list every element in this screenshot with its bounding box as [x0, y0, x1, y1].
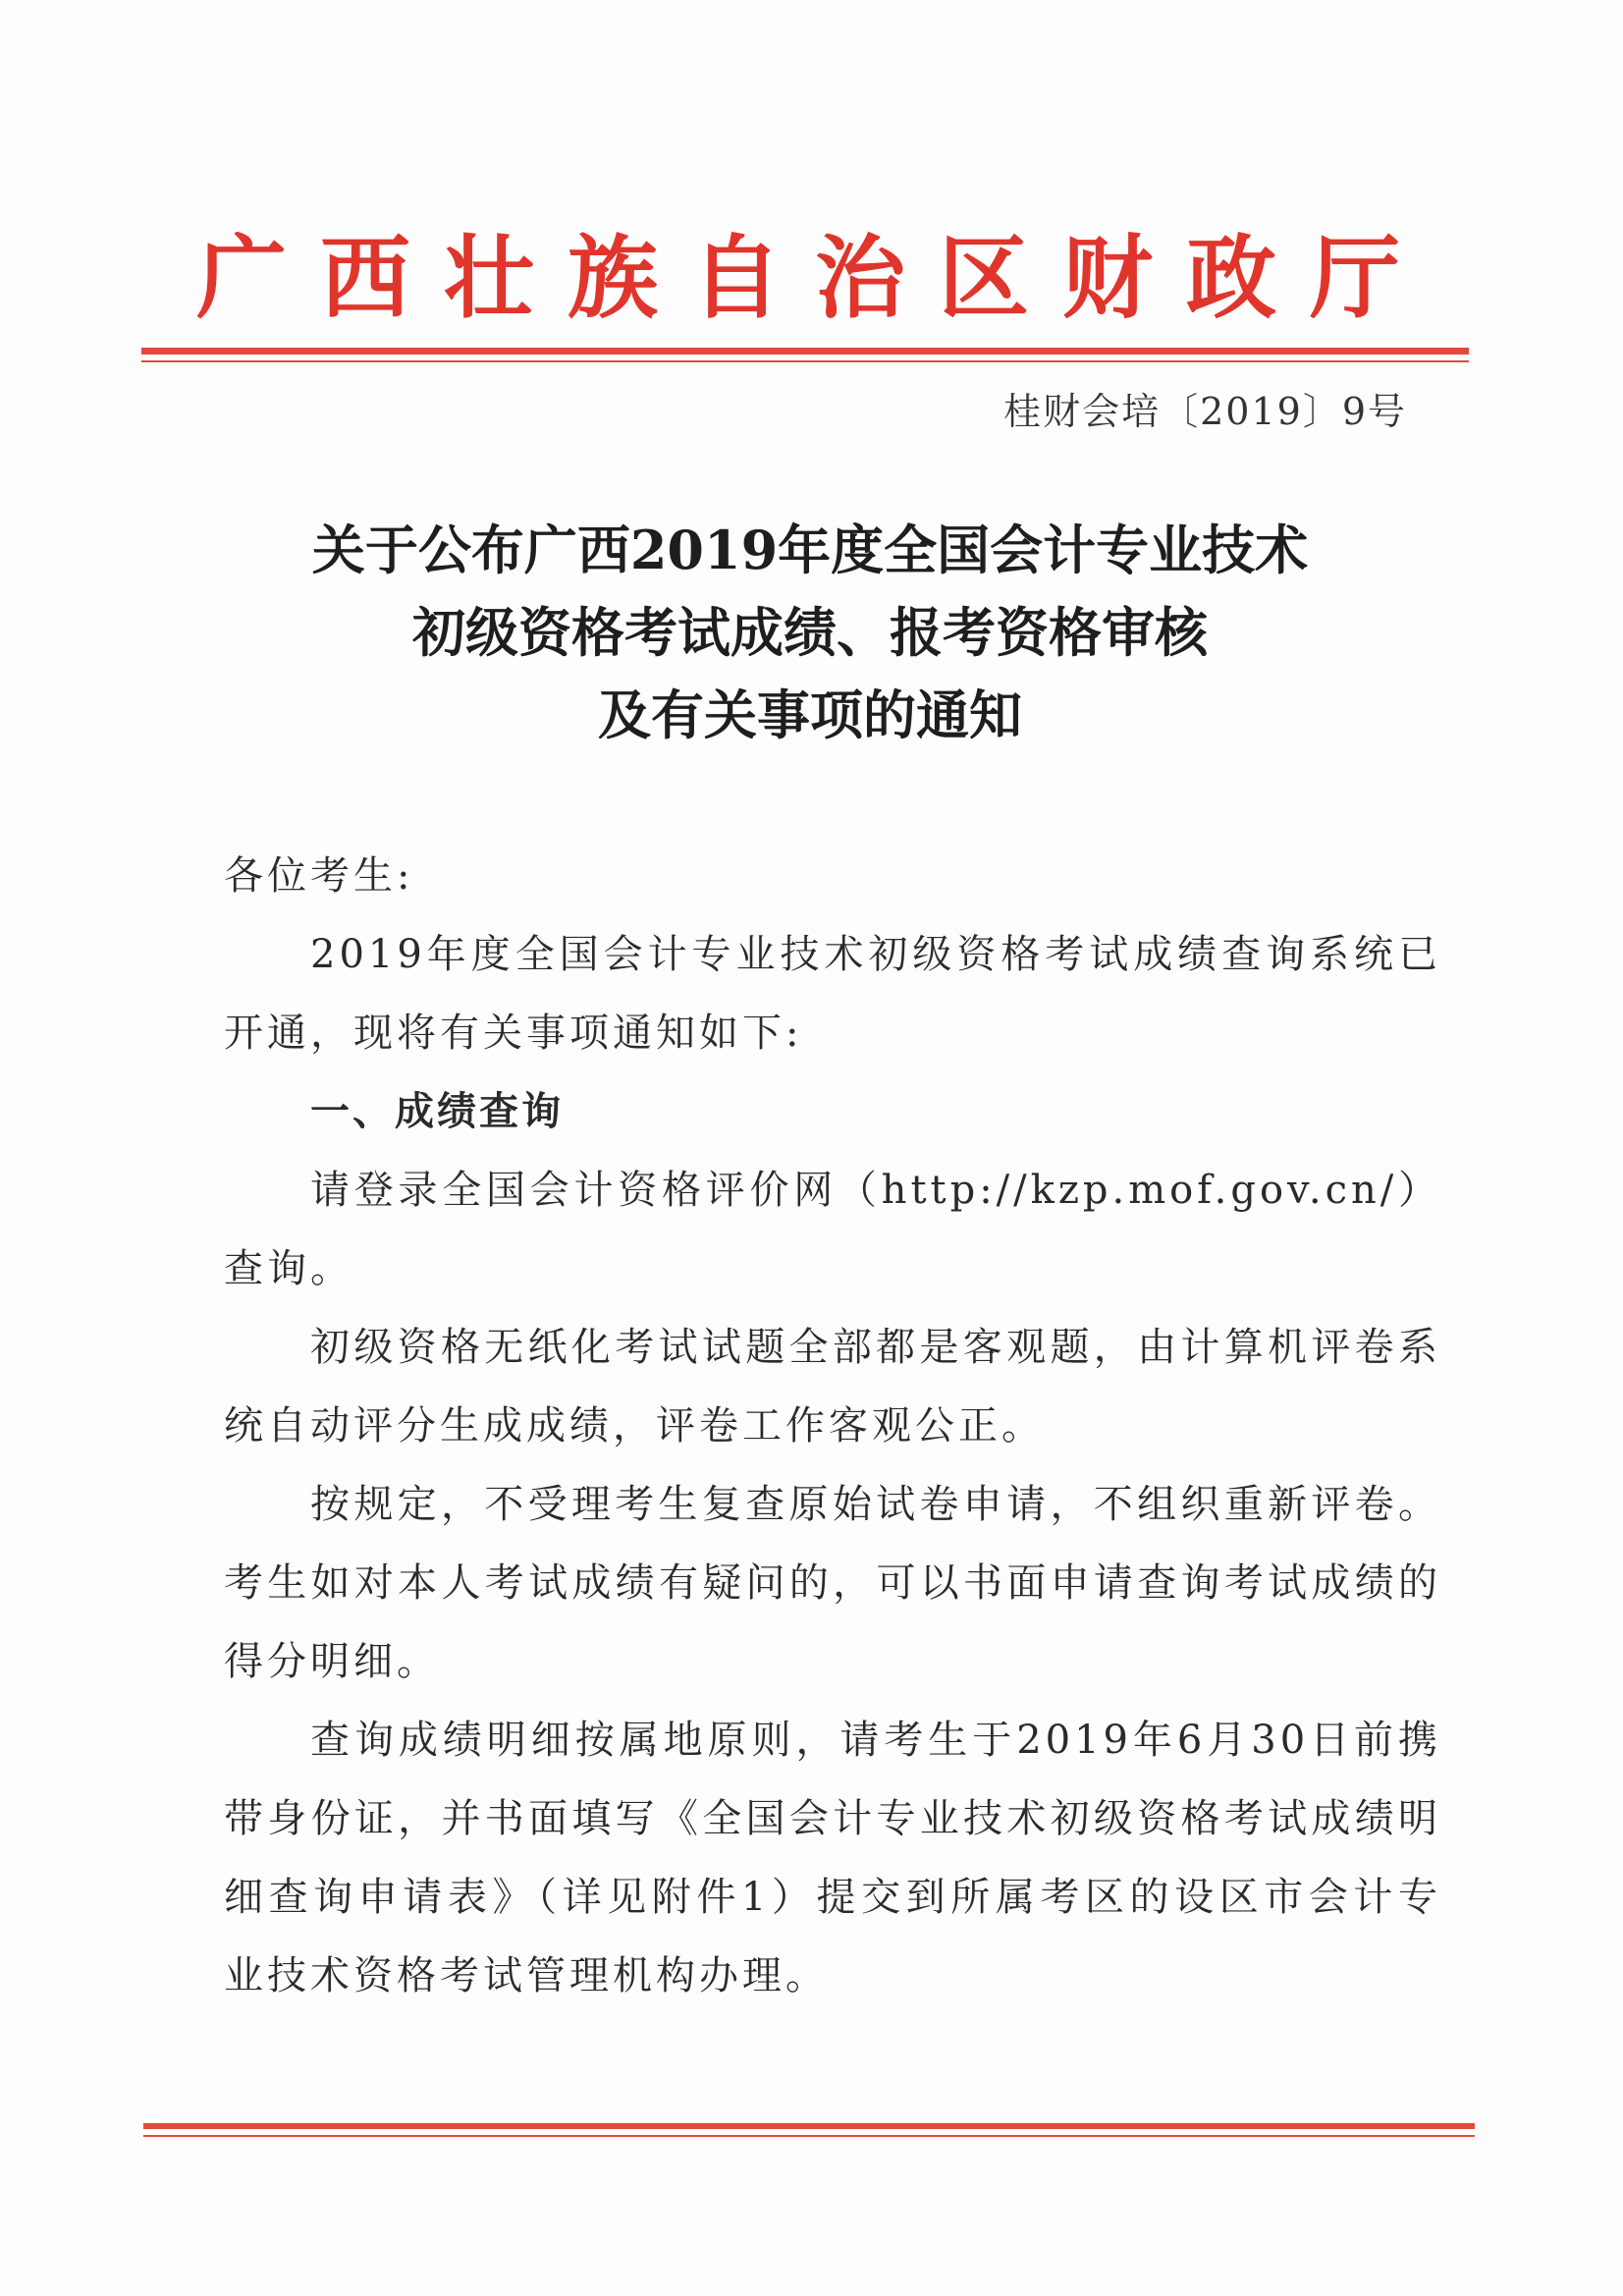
salutation: 各位考生:	[224, 853, 414, 899]
body-paragraph: 请登录全国会计资格评价网（http://kzp.mof.gov.cn/）查询。	[224, 1168, 1441, 1291]
body-paragraph: 查询成绩明细按属地原则，请考生于2019年6月30日前携带身份证，并书面填写《全国会计专业技术初级资格考试成绩明细查询申请表》（详见附件1）提交到所属考区的设区市会计专业技术资格考试管理机构办理。	[224, 1718, 1441, 1998]
document-title	[147, 509, 1473, 756]
body-paragraph: 初级资格无纸化考试试题全部都是客观题，由计算机评卷系统自动评分生成成绩，评卷工作客观公正。	[224, 1325, 1441, 1449]
title-line: 初级资格考试成绩、报考资格审核	[412, 601, 1208, 664]
body-paragraph: 按规定，不受理考生复查原始试卷申请，不组织重新评卷。考生如对本人考试成绩有疑问的，可以书面申请查询考试成绩的得分明细。	[224, 1482, 1441, 1684]
title-line: 关于公布广西2019年度全国会计专业技术	[311, 519, 1309, 581]
footer-divider-thick	[143, 2123, 1475, 2129]
letterhead-title: 广西壮族自治区财政厅	[195, 225, 1434, 331]
document-body	[224, 837, 1441, 2015]
title-line: 及有关事项的通知	[598, 683, 1022, 746]
document-number: 桂财会培〔2019〕9号	[1003, 390, 1407, 433]
footer-divider-thin	[143, 2135, 1475, 2137]
body-paragraph: 2019年度全国会计专业技术初级资格考试成绩查询系统已开通，现将有关事项通知如下:	[224, 932, 1441, 1056]
letterhead-divider-thick	[141, 348, 1469, 355]
letterhead-divider-thin	[141, 360, 1469, 362]
section-heading: 一、成绩查询	[310, 1089, 564, 1134]
